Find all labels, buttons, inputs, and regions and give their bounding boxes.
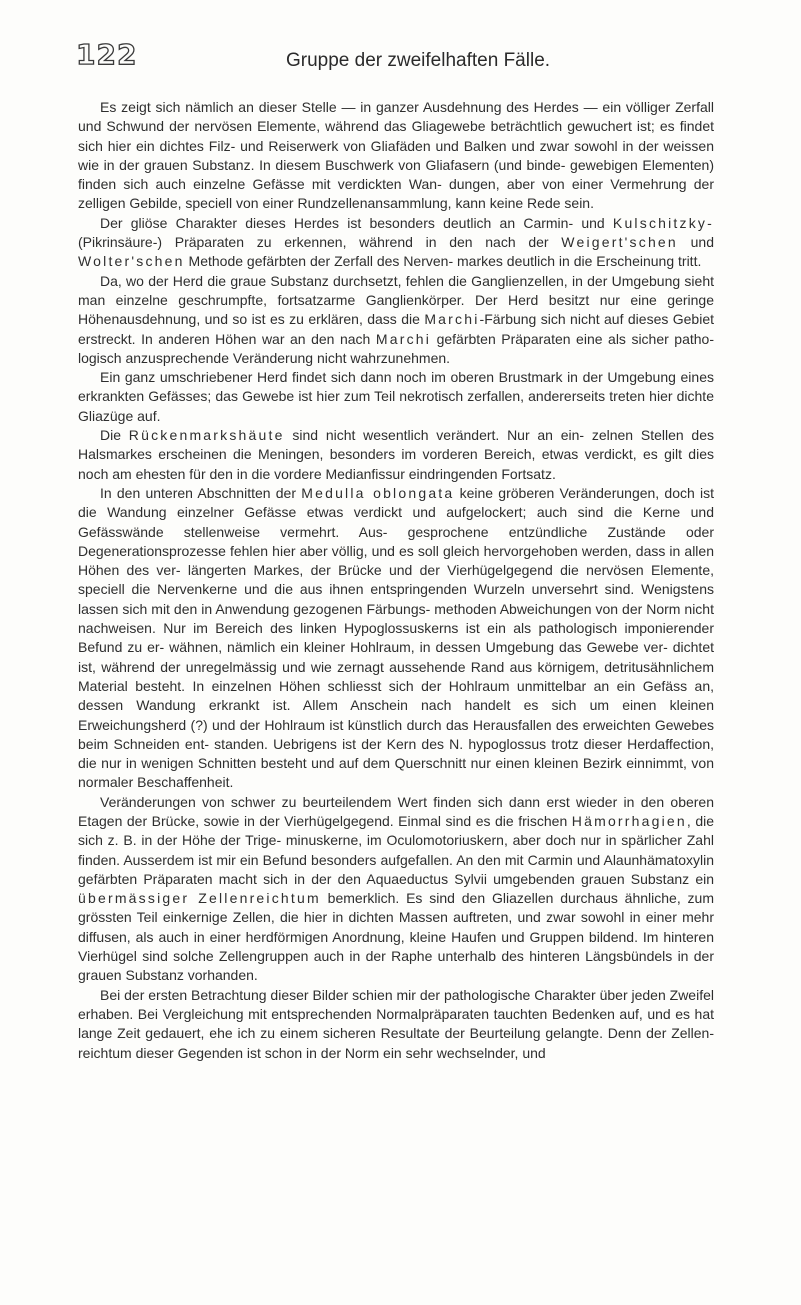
- paragraph: [78, 98, 714, 214]
- spaced-term: Weigert'schen: [561, 234, 678, 251]
- text-run: Der gliöse Charakter dieses Herdes ist besonders deutlich an Carmin- und: [100, 214, 613, 231]
- text-run: sind nicht wesentlich verändert. Nur an ein- zelnen Stellen des Halsmarkes erscheinen die Meningen, besonders im vorderen Bereich, etwas verdickt, es gilt dies noch am ehesten für den in die vordere Medianfissur eindringenden Fortsatz.: [78, 427, 714, 482]
- text-run: Die: [100, 427, 129, 444]
- text-run: In den unteren Abschnitten der: [100, 484, 302, 501]
- page-header: [0, 38, 801, 78]
- text-run: Methode gefärbten der Zerfall des Nerven- markes deutlich in die Erscheinung tritt.: [184, 253, 702, 270]
- text-run: Es zeigt sich nämlich an dieser Stelle — in ganzer Ausdehnung des Herdes — ein völliger Zerfall und Schwund der nervösen Elemente, während das Gliagewebe beträchtlich gewuchert ist; es findet sich hier ein dichtes Filz- und Reiserwerk von Gliafäden und Balken und zwar sowohl in der weissen wie in der grauen Substanz. In diesem Buschwerk von Gliafasern (und binde- gewebigen Elementen) finden sich auch einzelne Gefässe mit verdickten Wan- dungen, aber von einer Vermehrung der zelligen Gebilde, speciell von einer Rundzellenansammlung, kann keine Rede sein.: [78, 99, 714, 212]
- text-run: und: [677, 234, 714, 251]
- text-run: bemerklich. Es sind den Gliazellen durchaus ähnliche, zum grössten Teil einkernige Zellen, die hier in dichten Massen auftreten, und zwar sowohl in einer mehr diffusen, als auch in einer herdförmigen Anordnung, kleine Haufen und Gruppen bildend. Im hinteren Vierhügel sind solche Zellengruppen auch in der Raphe unterhalb des hinteren Längsbündels in der grauen Substanz vorhanden.: [78, 890, 714, 984]
- text-run: gefärbten Präparaten eine als sicher patho- logisch anzusprechende Veränderung nicht wahrzunehmen.: [78, 330, 715, 366]
- paragraph: [78, 214, 714, 272]
- text-run: (Pikrinsäure-) Präparaten zu erkennen, während in den nach der: [78, 234, 562, 251]
- paragraph: [78, 484, 714, 793]
- paragraph: [78, 272, 714, 368]
- spaced-term: Marchi: [424, 311, 480, 328]
- text-run: keine gröberen Veränderungen, doch ist die Wandung einzelner Gefässe etwas verdickt und aufgelockert; auch sind die Kerne und Gefässwände stellenweise vermehrt. Aus- gesprochene entzündliche Zustände oder Degenerationsprozesse fehlen hier aber völlig, und es soll gleich hervorgehoben werden, dass in allen Höhen des ver- längerten Markes, der Brücke und der Vierhügelgegend die nervösen Elemente, speciell die Nervenkerne und die aus ihnen entspringenden Wurzeln unversehrt sind. Wenigstens lassen sich mit den in Anwendung gezogenen Färbungs- methoden Abweichungen von der Norm nicht nachweisen. Nur im Bereich des linken Hypoglossuskerns ist ein als pathologisch imponierender Befund zu er- wähnen, nämlich ein kleiner Hohlraum, in dessen Umgebung das Gewebe ver- dichtet ist, während der unregelmässig und wie zernagt aussehende Rand aus körnigem, detritusähnlichem Material besteht. In einzelnen Höhen schliesst sich der Hohlraum unmittelbar an ein Gefäss an, dessen Wandung erkrankt ist. Allem Anschein nach handelt es sich um einen kleinen Erweichungsherd (?) und der Hohlraum ist künstlich durch das Herausfallen des erweichten Gewebes beim Schneiden ent- standen. Uebrigens ist der Kern des N. hypoglossus trotz dieser Herdaffection, die nur in wenigen Schnitten besteht und auf dem Querschnitt nur einen kleinen Bezirk einnimmt, von normaler Beschaffenheit.: [78, 484, 714, 791]
- spaced-term: Rückenmarkshäute: [128, 427, 285, 444]
- text-run: Da, wo der Herd die graue Substanz durchsetzt, fehlen die Ganglienzellen, in der Umgebung sieht man einzelne geschrumpfte, fortsatzarme Ganglienkörper. Der Herd besitzt nur eine geringe Höhenausdehnung, und so ist es zu erklären, dass die: [78, 272, 714, 328]
- text-run: Bei der ersten Betrachtung dieser Bilder schien mir der pathologische Charakter über jeden Zweifel erhaben. Bei Vergleichung mit entsprechenden Normalpräparaten tauchten Bedenken auf, und es hat lange Zeit gedauert, ehe ich zu einem sicheren Resultate der Beurteilung gelangte. Denn der Zellen- reichtum dieser Gegenden ist schon in der Norm ein sehr wechselnder, und: [78, 986, 714, 1061]
- paragraph: [78, 368, 714, 426]
- paragraph: [78, 986, 714, 1063]
- spaced-term: Medulla oblongata: [301, 484, 455, 501]
- spaced-term: Kulschitzky-: [612, 214, 714, 231]
- text-run: Ein ganz umschriebener Herd findet sich dann noch im oberen Brustmark in der Umgebung eines erkrankten Gefässes; das Gewebe ist hier zum Teil nekrotisch zerfallen, andererseits treten hier dichte Gliazüge auf.: [78, 369, 714, 424]
- spaced-term: Marchi: [375, 330, 432, 347]
- page-number: 122: [76, 38, 138, 71]
- text-run: , die sich z. B. in der Höhe der Trige- minuskerne, im Oculomotoriuskern, aber doch nur in spärlicher Zahl finden. Ausserdem ist mir ein Befund besonders aufgefallen. An den mit Carmin und Alaunhämatoxylin gefärbten Präparaten macht sich in der den Aquaeductus Sylvii umgebenden grauen Substanz ein: [78, 812, 715, 887]
- paragraph: [78, 793, 714, 986]
- spaced-term: Wolter'schen: [78, 253, 185, 270]
- spaced-term: Hämorrhagien: [571, 812, 687, 829]
- running-title: Gruppe der zweifelhaften Fälle.: [286, 50, 551, 71]
- body-text: [78, 98, 714, 1063]
- text-run: Veränderungen von schwer zu beurteilendem Wert finden sich dann erst wieder in den oberen Etagen der Brücke, sowie in der Vierhügelgegend. Einmal sind es die frischen: [78, 793, 714, 829]
- spaced-term: übermässiger Zellenreichtum: [78, 890, 321, 907]
- text-run: -Färbung sich nicht auf dieses Gebiet erstreckt. In anderen Höhen war an den nach: [78, 311, 715, 347]
- paragraph: [78, 426, 714, 484]
